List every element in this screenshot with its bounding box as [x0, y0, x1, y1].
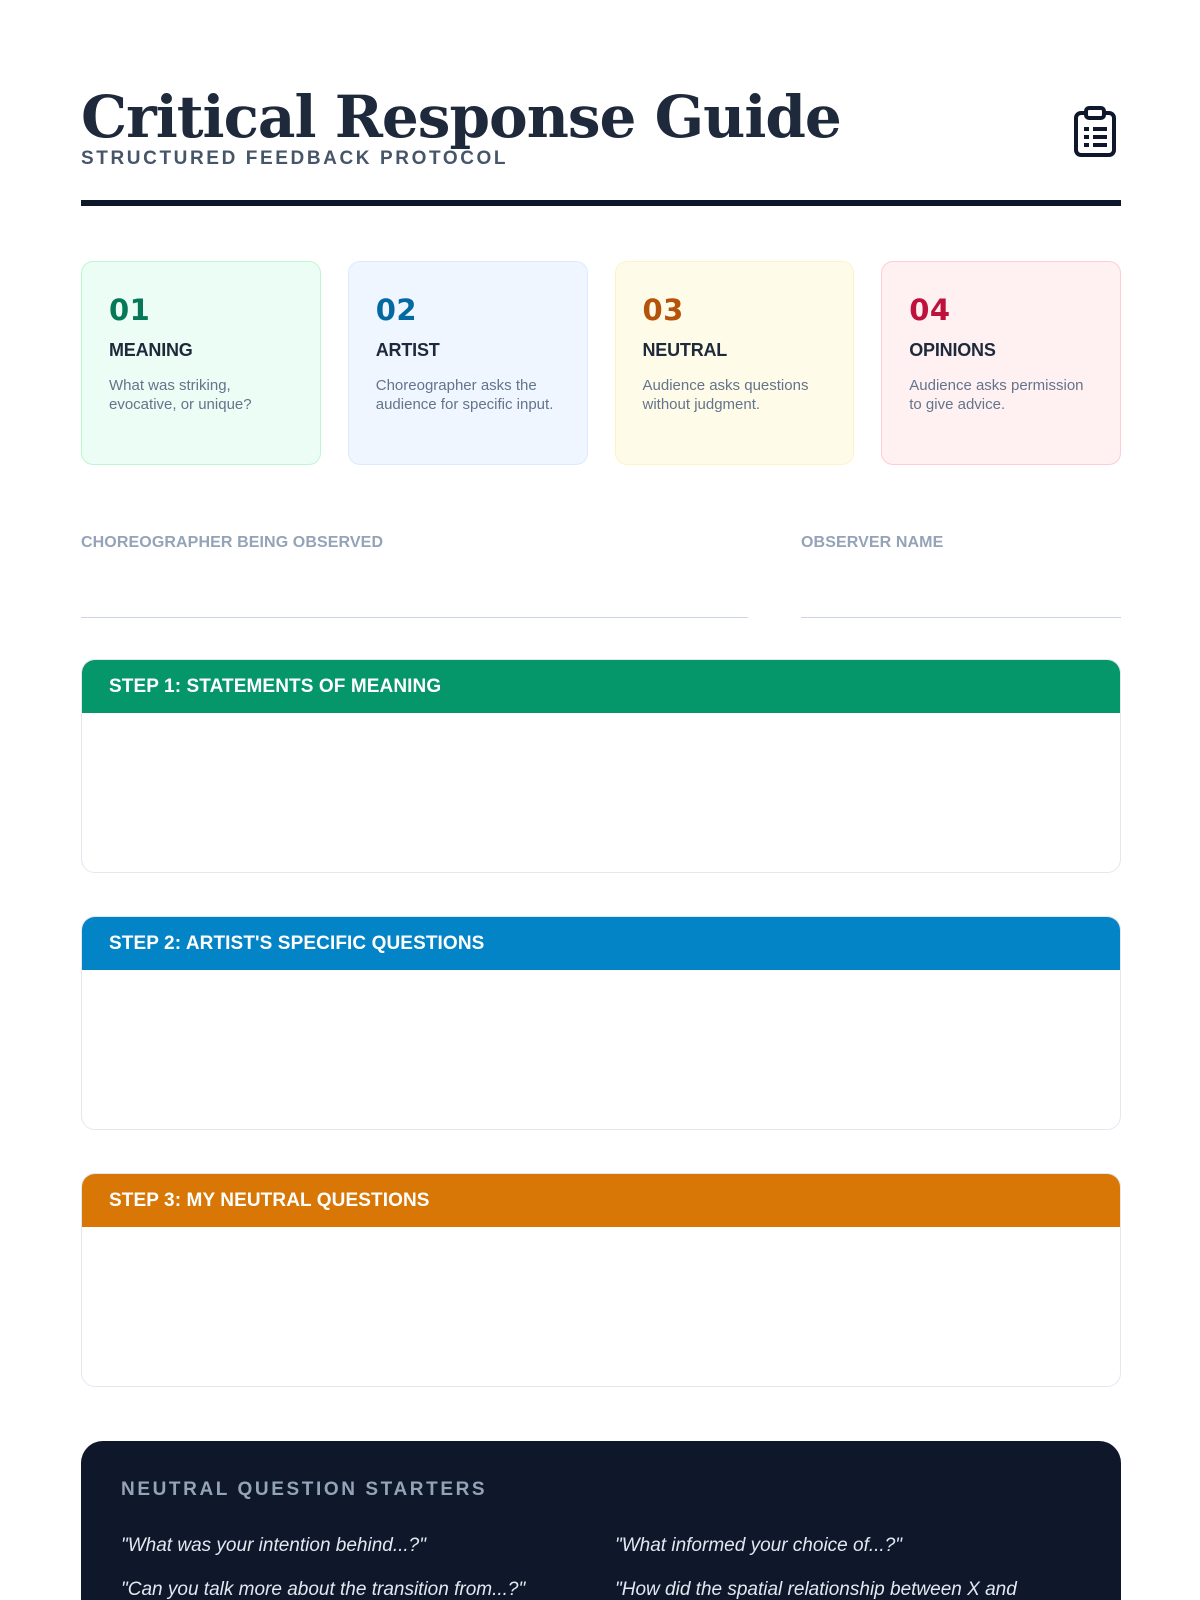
step-1-writing-area[interactable] [82, 713, 1120, 873]
question-starters-panel [81, 1441, 1121, 1600]
starter-question: "Can you talk more about the transition from...?" [121, 1579, 526, 1600]
page-title: Critical Response Guide [81, 83, 841, 151]
protocol-cards [81, 261, 1121, 465]
observation-fields [81, 534, 1121, 618]
observer-name-field-label: OBSERVER NAME [801, 534, 944, 551]
card-title: ARTIST [375, 340, 440, 360]
protocol-card-artist [348, 261, 588, 465]
protocol-card-opinions [881, 261, 1121, 465]
step-1-header: STEP 1: STATEMENTS OF MEANING [82, 660, 1120, 713]
observer-name-field-underline [801, 617, 1121, 618]
step-2-writing-area[interactable] [82, 970, 1120, 1130]
starters-heading: NEUTRAL QUESTION STARTERS [121, 1479, 488, 1500]
card-title: OPINIONS [909, 340, 996, 360]
step-2-section [81, 916, 1121, 1130]
choreographer-field-underline [81, 617, 748, 618]
page-subtitle: STRUCTURED FEEDBACK PROTOCOL [81, 148, 509, 169]
card-number: 04 [909, 293, 951, 327]
card-title: MEANING [109, 340, 193, 360]
starters-grid [121, 1535, 1081, 1600]
card-number: 02 [375, 293, 418, 327]
protocol-card-meaning [81, 261, 321, 465]
card-number: 01 [109, 293, 151, 327]
step-1-section [81, 659, 1121, 873]
card-description: Choreographer asks the audience for specific input. [375, 377, 554, 413]
starter-question: "What was your intention behind...?" [121, 1535, 426, 1556]
step-3-writing-area[interactable] [82, 1227, 1120, 1387]
protocol-card-neutral [615, 261, 855, 465]
choreographer-field[interactable] [81, 534, 748, 618]
card-title: NEUTRAL [642, 340, 728, 360]
page-header [81, 80, 1121, 208]
starter-question: "How did the spatial relationship between X and [615, 1579, 1017, 1600]
card-description: Audience asks questions without judgment. [642, 377, 809, 413]
card-number: 03 [642, 293, 684, 327]
starter-question: "What informed your choice of...?" [615, 1535, 903, 1556]
choreographer-field-label: CHOREOGRAPHER BEING OBSERVED [81, 534, 384, 551]
step-3-section [81, 1173, 1121, 1387]
clipboard-list-icon [1073, 106, 1117, 158]
card-description: Audience asks permission to give advice. [909, 377, 1084, 413]
observer-name-field[interactable] [801, 534, 1121, 618]
header-divider [81, 200, 1121, 206]
step-2-header: STEP 2: ARTIST'S SPECIFIC QUESTIONS [82, 917, 1120, 970]
step-3-header: STEP 3: MY NEUTRAL QUESTIONS [82, 1174, 1120, 1227]
card-description: What was striking, evocative, or unique? [109, 377, 252, 413]
